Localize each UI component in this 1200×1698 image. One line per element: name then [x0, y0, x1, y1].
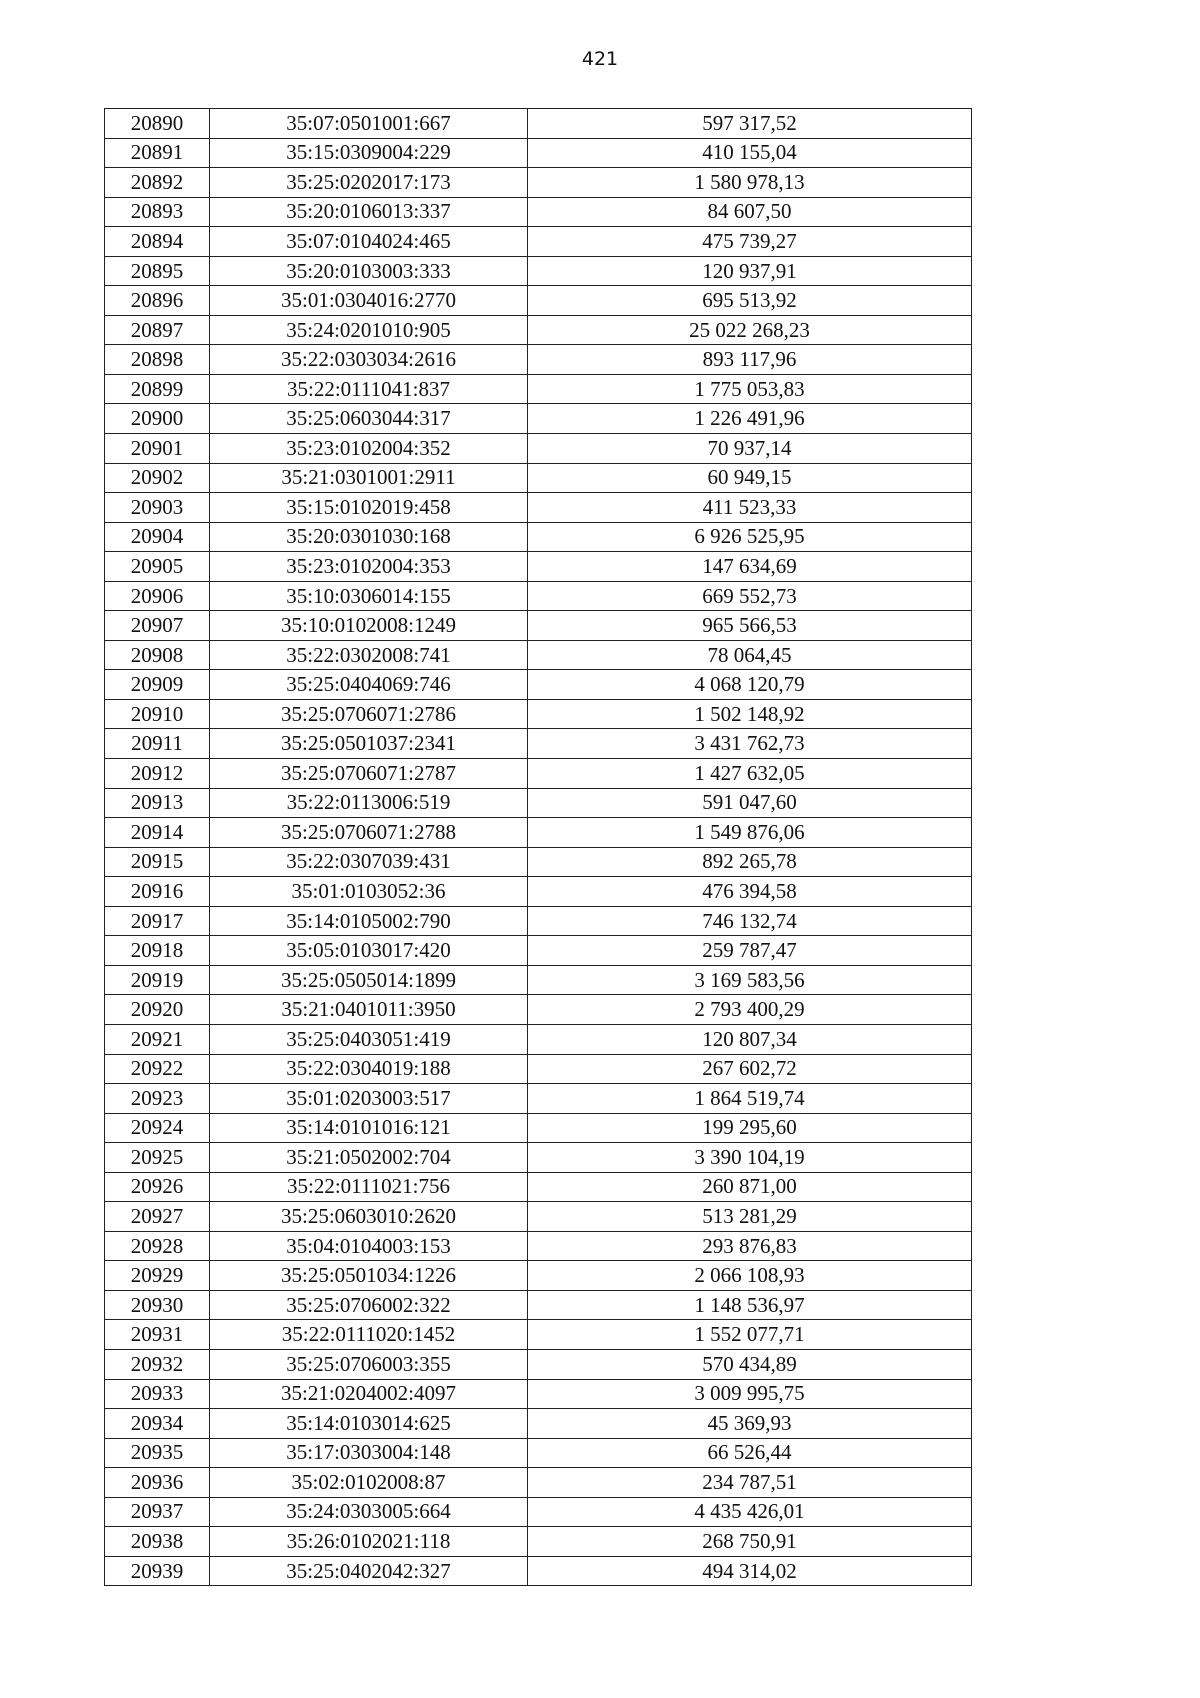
row-number-cell: 20912	[105, 759, 210, 789]
row-number-cell: 20901	[105, 434, 210, 464]
table-row	[105, 818, 972, 848]
table-row	[105, 1143, 972, 1173]
row-number-cell: 20913	[105, 788, 210, 818]
table-row	[105, 1261, 972, 1291]
cadastral-value-cell: 1 552 077,71	[528, 1320, 972, 1350]
table-body	[105, 109, 972, 1586]
cadastral-number-cell: 35:22:0304019:188	[210, 1054, 528, 1084]
row-number-cell: 20911	[105, 729, 210, 759]
row-number-cell: 20897	[105, 315, 210, 345]
table-row	[105, 227, 972, 257]
table-row	[105, 1202, 972, 1232]
cadastral-number-cell: 35:21:0301001:2911	[210, 463, 528, 493]
row-number-cell: 20919	[105, 965, 210, 995]
row-number-cell: 20937	[105, 1497, 210, 1527]
table-row	[105, 109, 972, 139]
table-row	[105, 522, 972, 552]
table-row	[105, 552, 972, 582]
row-number-cell: 20922	[105, 1054, 210, 1084]
cadastral-value-cell: 6 926 525,95	[528, 522, 972, 552]
table-row	[105, 463, 972, 493]
table-row	[105, 1556, 972, 1586]
table-row	[105, 493, 972, 523]
cadastral-value-cell: 70 937,14	[528, 434, 972, 464]
row-number-cell: 20893	[105, 197, 210, 227]
cadastral-number-cell: 35:25:0402042:327	[210, 1556, 528, 1586]
row-number-cell: 20908	[105, 640, 210, 670]
cadastral-value-cell: 1 580 978,13	[528, 168, 972, 198]
cadastral-value-cell: 2 793 400,29	[528, 995, 972, 1025]
table-row	[105, 1349, 972, 1379]
table-row	[105, 1409, 972, 1439]
table-row	[105, 640, 972, 670]
cadastral-value-cell: 494 314,02	[528, 1556, 972, 1586]
table-row	[105, 877, 972, 907]
row-number-cell: 20904	[105, 522, 210, 552]
cadastral-value-cell: 1 502 148,92	[528, 699, 972, 729]
table-row	[105, 1497, 972, 1527]
cadastral-value-cell: 1 549 876,06	[528, 818, 972, 848]
cadastral-number-cell: 35:25:0603010:2620	[210, 1202, 528, 1232]
table-row	[105, 1379, 972, 1409]
row-number-cell: 20906	[105, 581, 210, 611]
cadastral-value-cell: 267 602,72	[528, 1054, 972, 1084]
cadastral-value-cell: 78 064,45	[528, 640, 972, 670]
table-row	[105, 847, 972, 877]
cadastral-number-cell: 35:22:0303034:2616	[210, 345, 528, 375]
cadastral-value-cell: 1 775 053,83	[528, 374, 972, 404]
table-row	[105, 611, 972, 641]
row-number-cell: 20910	[105, 699, 210, 729]
row-number-cell: 20939	[105, 1556, 210, 1586]
cadastral-value-cell: 268 750,91	[528, 1527, 972, 1557]
table-row	[105, 1438, 972, 1468]
table-row	[105, 1084, 972, 1114]
cadastral-number-cell: 35:22:0111021:756	[210, 1172, 528, 1202]
cadastral-number-cell: 35:14:0105002:790	[210, 906, 528, 936]
cadastral-number-cell: 35:25:0706071:2786	[210, 699, 528, 729]
row-number-cell: 20917	[105, 906, 210, 936]
cadastral-value-cell: 60 949,15	[528, 463, 972, 493]
cadastral-number-cell: 35:20:0106013:337	[210, 197, 528, 227]
cadastral-value-cell: 3 431 762,73	[528, 729, 972, 759]
table-row	[105, 906, 972, 936]
cadastral-value-cell: 120 937,91	[528, 256, 972, 286]
row-number-cell: 20896	[105, 286, 210, 316]
row-number-cell: 20923	[105, 1084, 210, 1114]
row-number-cell: 20902	[105, 463, 210, 493]
cadastral-value-cell: 1 864 519,74	[528, 1084, 972, 1114]
cadastral-number-cell: 35:20:0301030:168	[210, 522, 528, 552]
cadastral-value-cell: 746 132,74	[528, 906, 972, 936]
table-row	[105, 1231, 972, 1261]
cadastral-number-cell: 35:23:0102004:352	[210, 434, 528, 464]
cadastral-value-cell: 3 009 995,75	[528, 1379, 972, 1409]
cadastral-number-cell: 35:21:0502002:704	[210, 1143, 528, 1173]
cadastral-value-cell: 1 427 632,05	[528, 759, 972, 789]
row-number-cell: 20899	[105, 374, 210, 404]
cadastral-value-cell: 147 634,69	[528, 552, 972, 582]
cadastral-value-cell: 476 394,58	[528, 877, 972, 907]
row-number-cell: 20938	[105, 1527, 210, 1557]
table-row	[105, 168, 972, 198]
cadastral-number-cell: 35:24:0201010:905	[210, 315, 528, 345]
table-row	[105, 197, 972, 227]
cadastral-number-cell: 35:22:0113006:519	[210, 788, 528, 818]
row-number-cell: 20931	[105, 1320, 210, 1350]
row-number-cell: 20892	[105, 168, 210, 198]
cadastral-number-cell: 35:10:0102008:1249	[210, 611, 528, 641]
row-number-cell: 20898	[105, 345, 210, 375]
page-number: 421	[581, 48, 619, 70]
row-number-cell: 20932	[105, 1349, 210, 1379]
cadastral-number-cell: 35:25:0706003:355	[210, 1349, 528, 1379]
row-number-cell: 20920	[105, 995, 210, 1025]
cadastral-value-cell: 3 390 104,19	[528, 1143, 972, 1173]
cadastral-number-cell: 35:22:0111041:837	[210, 374, 528, 404]
row-number-cell: 20936	[105, 1468, 210, 1498]
table-row	[105, 1320, 972, 1350]
table-row	[105, 286, 972, 316]
row-number-cell: 20935	[105, 1438, 210, 1468]
row-number-cell: 20894	[105, 227, 210, 257]
cadastral-value-cell: 475 739,27	[528, 227, 972, 257]
cadastral-number-cell: 35:10:0306014:155	[210, 581, 528, 611]
cadastral-number-cell: 35:17:0303004:148	[210, 1438, 528, 1468]
cadastral-value-cell: 892 265,78	[528, 847, 972, 877]
row-number-cell: 20928	[105, 1231, 210, 1261]
cadastral-number-cell: 35:25:0403051:419	[210, 1024, 528, 1054]
cadastral-number-cell: 35:22:0111020:1452	[210, 1320, 528, 1350]
table-row	[105, 759, 972, 789]
cadastral-number-cell: 35:21:0204002:4097	[210, 1379, 528, 1409]
cadastral-value-table	[104, 108, 972, 1586]
cadastral-value-cell: 293 876,83	[528, 1231, 972, 1261]
table-row	[105, 345, 972, 375]
table-row	[105, 138, 972, 168]
table-row	[105, 729, 972, 759]
table-row	[105, 374, 972, 404]
row-number-cell: 20918	[105, 936, 210, 966]
cadastral-value-cell: 1 226 491,96	[528, 404, 972, 434]
row-number-cell: 20929	[105, 1261, 210, 1291]
cadastral-value-cell: 669 552,73	[528, 581, 972, 611]
cadastral-value-cell: 4 068 120,79	[528, 670, 972, 700]
row-number-cell: 20926	[105, 1172, 210, 1202]
cadastral-value-cell: 259 787,47	[528, 936, 972, 966]
table-row	[105, 965, 972, 995]
cadastral-value-cell: 411 523,33	[528, 493, 972, 523]
cadastral-number-cell: 35:25:0404069:746	[210, 670, 528, 700]
cadastral-value-cell: 4 435 426,01	[528, 1497, 972, 1527]
table-row	[105, 1113, 972, 1143]
table-row	[105, 581, 972, 611]
cadastral-number-cell: 35:25:0706071:2787	[210, 759, 528, 789]
row-number-cell: 20934	[105, 1409, 210, 1439]
row-number-cell: 20927	[105, 1202, 210, 1232]
cadastral-number-cell: 35:22:0307039:431	[210, 847, 528, 877]
table-row	[105, 434, 972, 464]
cadastral-number-cell: 35:02:0102008:87	[210, 1468, 528, 1498]
cadastral-number-cell: 35:25:0202017:173	[210, 168, 528, 198]
table-row	[105, 788, 972, 818]
cadastral-number-cell: 35:14:0103014:625	[210, 1409, 528, 1439]
row-number-cell: 20915	[105, 847, 210, 877]
table-row	[105, 1172, 972, 1202]
cadastral-value-cell: 513 281,29	[528, 1202, 972, 1232]
row-number-cell: 20924	[105, 1113, 210, 1143]
table-row	[105, 1468, 972, 1498]
row-number-cell: 20903	[105, 493, 210, 523]
cadastral-value-cell: 591 047,60	[528, 788, 972, 818]
cadastral-number-cell: 35:07:0104024:465	[210, 227, 528, 257]
table-row	[105, 404, 972, 434]
cadastral-number-cell: 35:23:0102004:353	[210, 552, 528, 582]
cadastral-number-cell: 35:26:0102021:118	[210, 1527, 528, 1557]
cadastral-number-cell: 35:01:0203003:517	[210, 1084, 528, 1114]
row-number-cell: 20900	[105, 404, 210, 434]
cadastral-number-cell: 35:22:0302008:741	[210, 640, 528, 670]
cadastral-number-cell: 35:25:0505014:1899	[210, 965, 528, 995]
row-number-cell: 20891	[105, 138, 210, 168]
row-number-cell: 20907	[105, 611, 210, 641]
cadastral-value-cell: 1 148 536,97	[528, 1290, 972, 1320]
cadastral-number-cell: 35:15:0309004:229	[210, 138, 528, 168]
cadastral-value-cell: 234 787,51	[528, 1468, 972, 1498]
cadastral-number-cell: 35:01:0103052:36	[210, 877, 528, 907]
cadastral-number-cell: 35:20:0103003:333	[210, 256, 528, 286]
table-row	[105, 1290, 972, 1320]
table-row	[105, 699, 972, 729]
cadastral-value-cell: 199 295,60	[528, 1113, 972, 1143]
table-row	[105, 995, 972, 1025]
row-number-cell: 20905	[105, 552, 210, 582]
table-row	[105, 1054, 972, 1084]
row-number-cell: 20916	[105, 877, 210, 907]
table-row	[105, 315, 972, 345]
cadastral-number-cell: 35:24:0303005:664	[210, 1497, 528, 1527]
cadastral-value-cell: 597 317,52	[528, 109, 972, 139]
row-number-cell: 20890	[105, 109, 210, 139]
row-number-cell: 20914	[105, 818, 210, 848]
cadastral-number-cell: 35:07:0501001:667	[210, 109, 528, 139]
cadastral-number-cell: 35:14:0101016:121	[210, 1113, 528, 1143]
cadastral-number-cell: 35:25:0501034:1226	[210, 1261, 528, 1291]
cadastral-value-cell: 965 566,53	[528, 611, 972, 641]
row-number-cell: 20895	[105, 256, 210, 286]
cadastral-value-cell: 3 169 583,56	[528, 965, 972, 995]
cadastral-number-cell: 35:25:0501037:2341	[210, 729, 528, 759]
cadastral-value-cell: 410 155,04	[528, 138, 972, 168]
table-row	[105, 670, 972, 700]
table-row	[105, 1024, 972, 1054]
cadastral-number-cell: 35:25:0706071:2788	[210, 818, 528, 848]
cadastral-number-cell: 35:01:0304016:2770	[210, 286, 528, 316]
row-number-cell: 20930	[105, 1290, 210, 1320]
row-number-cell: 20909	[105, 670, 210, 700]
cadastral-value-cell: 45 369,93	[528, 1409, 972, 1439]
table-row	[105, 1527, 972, 1557]
cadastral-value-cell: 260 871,00	[528, 1172, 972, 1202]
cadastral-value-cell: 66 526,44	[528, 1438, 972, 1468]
cadastral-value-cell: 570 434,89	[528, 1349, 972, 1379]
table-row	[105, 256, 972, 286]
cadastral-value-cell: 25 022 268,23	[528, 315, 972, 345]
cadastral-value-cell: 893 117,96	[528, 345, 972, 375]
table-row	[105, 936, 972, 966]
row-number-cell: 20921	[105, 1024, 210, 1054]
cadastral-number-cell: 35:21:0401011:3950	[210, 995, 528, 1025]
cadastral-number-cell: 35:25:0603044:317	[210, 404, 528, 434]
cadastral-number-cell: 35:04:0104003:153	[210, 1231, 528, 1261]
cadastral-value-cell: 695 513,92	[528, 286, 972, 316]
row-number-cell: 20925	[105, 1143, 210, 1173]
cadastral-value-cell: 120 807,34	[528, 1024, 972, 1054]
cadastral-value-cell: 84 607,50	[528, 197, 972, 227]
row-number-cell: 20933	[105, 1379, 210, 1409]
cadastral-number-cell: 35:05:0103017:420	[210, 936, 528, 966]
cadastral-number-cell: 35:15:0102019:458	[210, 493, 528, 523]
cadastral-number-cell: 35:25:0706002:322	[210, 1290, 528, 1320]
cadastral-value-cell: 2 066 108,93	[528, 1261, 972, 1291]
